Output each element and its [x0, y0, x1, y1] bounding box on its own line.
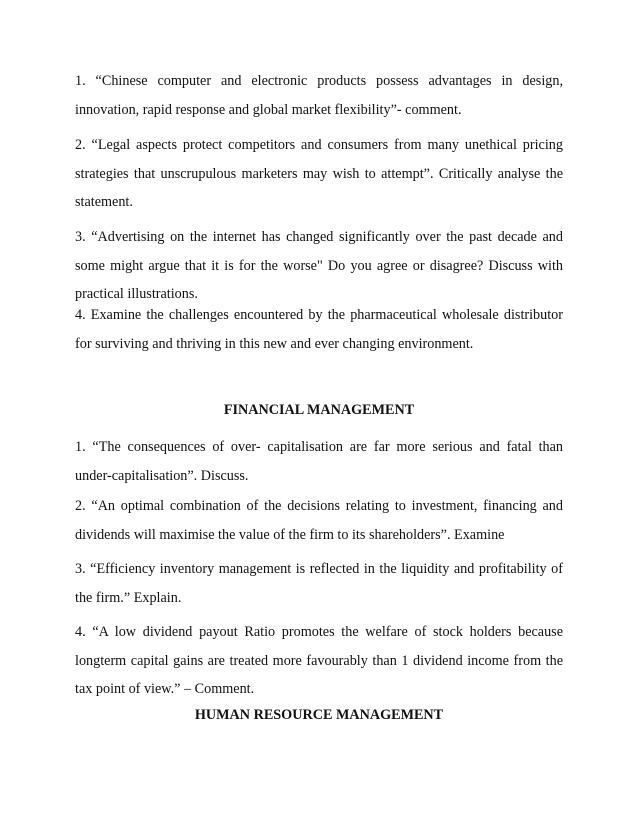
marketing-question-3: 3. “Advertising on the internet has changed significantly over the past decade and some might argue that it is for the worse" Do you agree or disagree? Discuss with practical illustrations.	[75, 229, 563, 302]
finance-question-2: 2. “An optimal combination of the decisions relating to investment, financing and dividends will maximise the value of the firm to its shareholders”. Examine	[75, 498, 563, 543]
finance-question-1: 1. “The consequences of over- capitalisation are far more serious and fatal than under-capitalisation”. Discuss.	[75, 439, 563, 484]
marketing-question-4: 4. Examine the challenges encountered by the pharmaceutical wholesale distributor for surviving and thriving in this new and ever changing environment.	[75, 307, 563, 352]
marketing-question-2: 2. “Legal aspects protect competitors and consumers from many unethical pricing strategies that unscrupulous marketers may wish to attempt”. Critically analyse the statement.	[75, 137, 563, 210]
finance-question-4: 4. “A low dividend payout Ratio promotes the welfare of stock holders because longterm capital gains are treated more favourably than 1 dividend income from the tax point of view.” – Comment.	[75, 624, 563, 697]
finance-question-3: 3. “Efficiency inventory management is reflected in the liquidity and profitability of the firm.” Explain.	[75, 561, 563, 606]
financial-management-heading: FINANCIAL MANAGEMENT	[223, 402, 415, 418]
marketing-question-1: 1. “Chinese computer and electronic products possess advantages in design, innovation, rapid response and global market flexibility”- comment.	[75, 73, 563, 118]
hrm-heading: HUMAN RESOURCE MANAGEMENT	[194, 707, 444, 723]
